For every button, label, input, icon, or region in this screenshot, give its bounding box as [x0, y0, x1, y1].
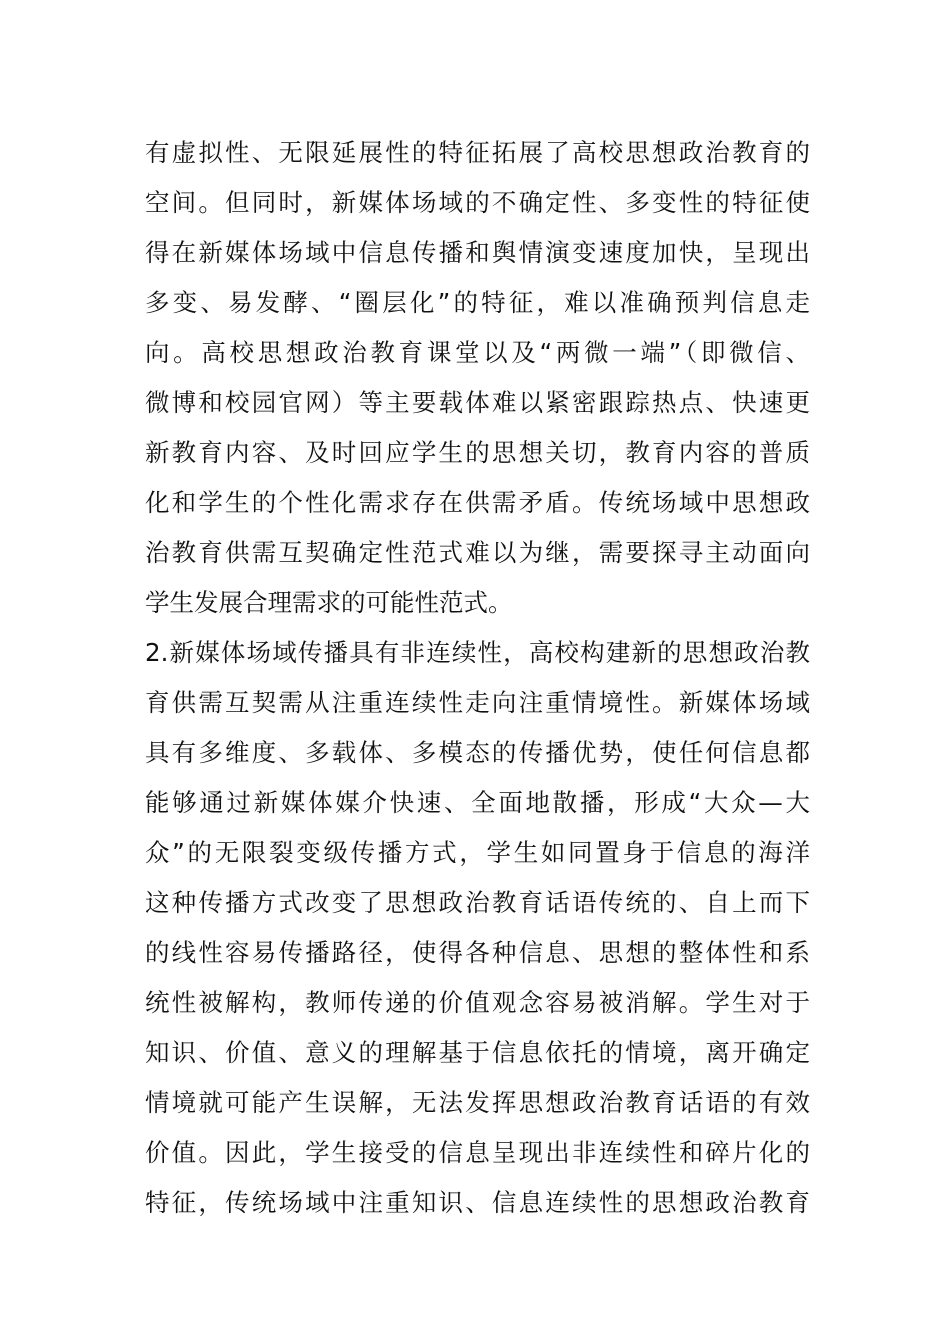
text-line: 众”的无限裂变级传播方式，学生如同置身于信息的海洋 — [145, 838, 810, 867]
text-line: 具有多维度、多载体、多模态的传播优势，使任何信息都 — [145, 738, 810, 767]
text-line: 空间。但同时，新媒体场域的不确定性、多变性的特征使 — [145, 188, 810, 217]
text-line: 学生发展合理需求的可能性范式。 — [145, 588, 513, 617]
text-line: 知识、价值、意义的理解基于信息依托的情境，离开确定 — [145, 1038, 810, 1067]
text-line: 多变、易发酵、“圈层化”的特征，难以准确预判信息走 — [145, 288, 810, 317]
text-line: 有虚拟性、无限延展性的特征拓展了高校思想政治教育的 — [145, 138, 810, 167]
text-line: 能够通过新媒体媒介快速、全面地散播，形成“大众—大 — [145, 788, 810, 817]
body-text — [145, 128, 810, 1228]
text-line: 得在新媒体场域中信息传播和舆情演变速度加快，呈现出 — [145, 238, 810, 267]
text-line: 价值。因此，学生接受的信息呈现出非连续性和碎片化的 — [145, 1138, 810, 1167]
text-line: 微博和校园官网）等主要载体难以紧密跟踪热点、快速更 — [145, 388, 810, 417]
text-line: 特征，传统场域中注重知识、信息连续性的思想政治教育 — [145, 1188, 810, 1217]
text-line: 化和学生的个性化需求存在供需矛盾。传统场域中思想政 — [145, 488, 810, 517]
text-line: 2.新媒体场域传播具有非连续性，高校构建新的思想政治教 — [145, 638, 810, 667]
text-line: 这种传播方式改变了思想政治教育话语传统的、自上而下 — [145, 888, 810, 917]
text-line: 向。高校思想政治教育课堂以及“两微一端”（即微信、 — [145, 338, 810, 367]
text-line: 新教育内容、及时回应学生的思想关切，教育内容的普质 — [145, 438, 810, 467]
text-line: 育供需互契需从注重连续性走向注重情境性。新媒体场域 — [145, 688, 810, 717]
text-line: 情境就可能产生误解，无法发挥思想政治教育话语的有效 — [145, 1088, 810, 1117]
text-line: 统性被解构，教师传递的价值观念容易被消解。学生对于 — [145, 988, 810, 1017]
text-line: 治教育供需互契确定性范式难以为继，需要探寻主动面向 — [145, 538, 810, 567]
text-line: 的线性容易传播路径，使得各种信息、思想的整体性和系 — [145, 938, 810, 967]
